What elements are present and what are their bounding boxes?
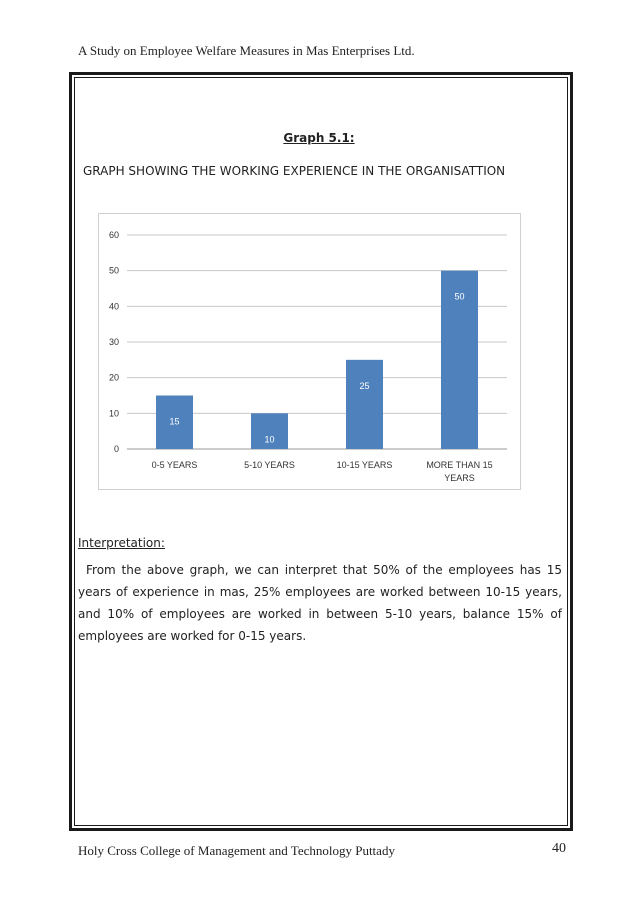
data-label: 10 (264, 434, 275, 445)
y-tick-label: 0 (113, 444, 119, 454)
y-tick-label: 40 (108, 301, 119, 312)
page-number: 40 (552, 841, 566, 856)
data-label: 50 (454, 291, 465, 302)
category-label: 10-15 YEARS (336, 460, 393, 470)
running-header: A Study on Employee Welfare Measures in Mas Enterprises Ltd. (78, 43, 415, 58)
graph-title: GRAPH SHOWING THE WORKING EXPERIENCE IN THE ORGANISATTION (83, 164, 506, 178)
y-tick-label: 50 (108, 265, 119, 276)
running-footer: Holy Cross College of Management and Technology Puttady (78, 843, 395, 858)
interpretation-body: From the above graph, we can interpret that 50% of the employees has 15 years of experience in mas, 25% employees are worked between 10-15 years, and 10% of employees are worked in between 5-10 years, balance 15% of employees are worked for 0-15 years. (78, 563, 562, 643)
interpretation-heading: Interpretation: (78, 536, 165, 550)
bar (346, 360, 383, 449)
category-label: 0-5 YEARS (151, 460, 198, 470)
bar-chart (98, 213, 521, 490)
data-label: 25 (359, 380, 370, 391)
category-label: 5-10 YEARS (244, 460, 295, 470)
y-tick-label: 10 (108, 408, 119, 419)
data-label: 15 (169, 416, 180, 427)
y-tick-label: 60 (108, 230, 119, 240)
graph-heading: Graph 5.1: (283, 131, 355, 145)
category-label: MORE THAN 15 (426, 460, 493, 470)
y-tick-label: 20 (108, 372, 119, 383)
category-label: YEARS (444, 473, 475, 483)
y-tick-label: 30 (108, 337, 119, 347)
